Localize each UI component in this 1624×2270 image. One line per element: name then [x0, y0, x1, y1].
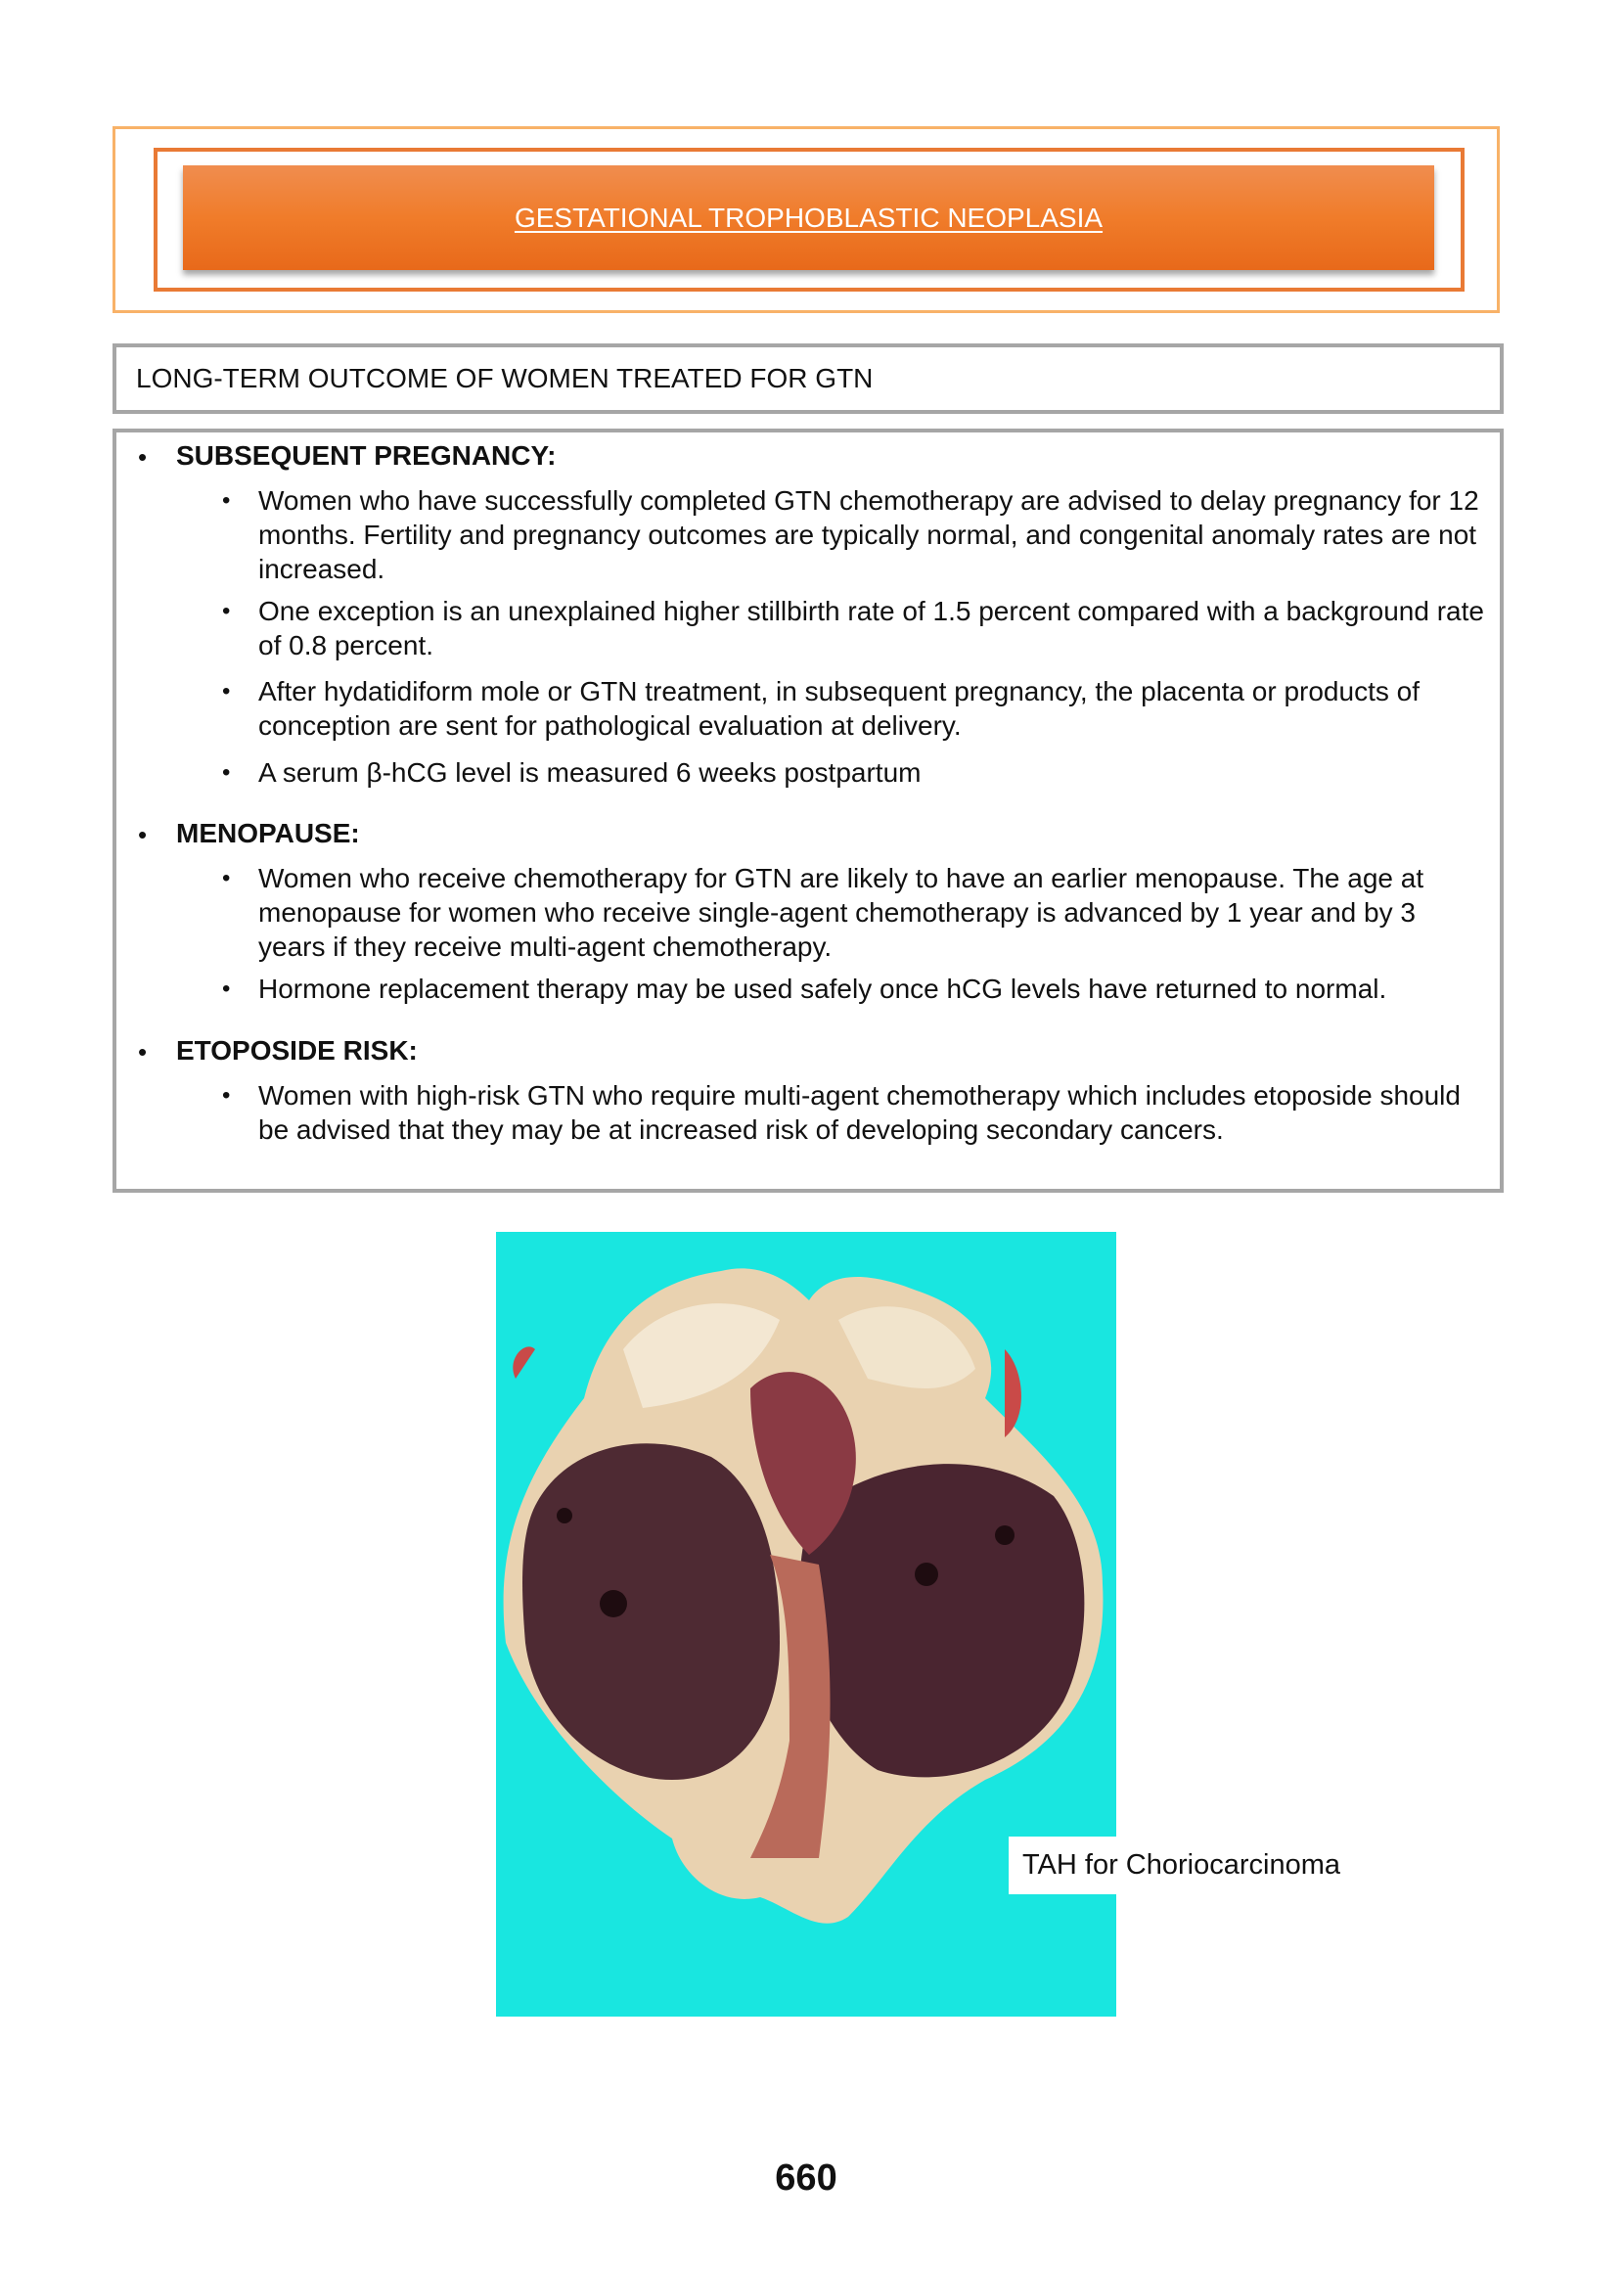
specimen-photo — [496, 1232, 1116, 2017]
chapter-banner — [183, 165, 1434, 270]
list-item: • Women with high-risk GTN who require multi-agent chemotherapy which includes etoposide should be advised that they may be at increased risk of developing secondary cancers. — [222, 1080, 1461, 1145]
figure-caption: TAH for Choriocarcinoma — [1009, 1837, 1354, 1894]
bullet: • — [138, 820, 148, 849]
list-item: • A serum β-hCG level is measured 6 weeks postpartum — [222, 757, 922, 788]
chapter-title: GESTATIONAL TROPHOBLASTIC NEOPLASIA — [514, 202, 1104, 233]
section-heading: SUBSEQUENT PREGNANCY: — [176, 440, 557, 471]
bullet: • — [138, 1037, 148, 1067]
bullet: • — [138, 442, 148, 472]
list-item: • Hormone replacement therapy may be used safely once hCG levels have returned to normal. — [222, 974, 1387, 1004]
list-item: • After hydatidiform mole or GTN treatment, in subsequent pregnancy, the placenta or products of conception are sent for pathological evaluation at delivery. — [222, 676, 1420, 741]
section-title: LONG-TERM OUTCOME OF WOMEN TREATED FOR GTN — [136, 363, 874, 393]
list-item: • One exception is an unexplained higher stillbirth rate of 1.5 percent compared with a background rate of 0.8 percent. — [222, 596, 1484, 660]
section-heading: ETOPOSIDE RISK: — [176, 1035, 418, 1066]
list-item: • Women who receive chemotherapy for GTN are likely to have an earlier menopause. The age at menopause for women who receive single-agent chemotherapy is advanced by 1 year and by 3 years if they receive multi-agent chemotherapy. — [222, 863, 1424, 962]
page-number: 660 — [775, 2157, 837, 2199]
section-title-box — [113, 343, 1504, 414]
list-item: • Women who have successfully completed GTN chemotherapy are advised to delay pregnancy for 12 months. Fertility and pregnancy outcomes are typically normal, and congenital anomaly rates are not increased. — [222, 485, 1479, 584]
content-box — [113, 429, 1504, 1193]
section-heading: MENOPAUSE: — [176, 818, 360, 848]
